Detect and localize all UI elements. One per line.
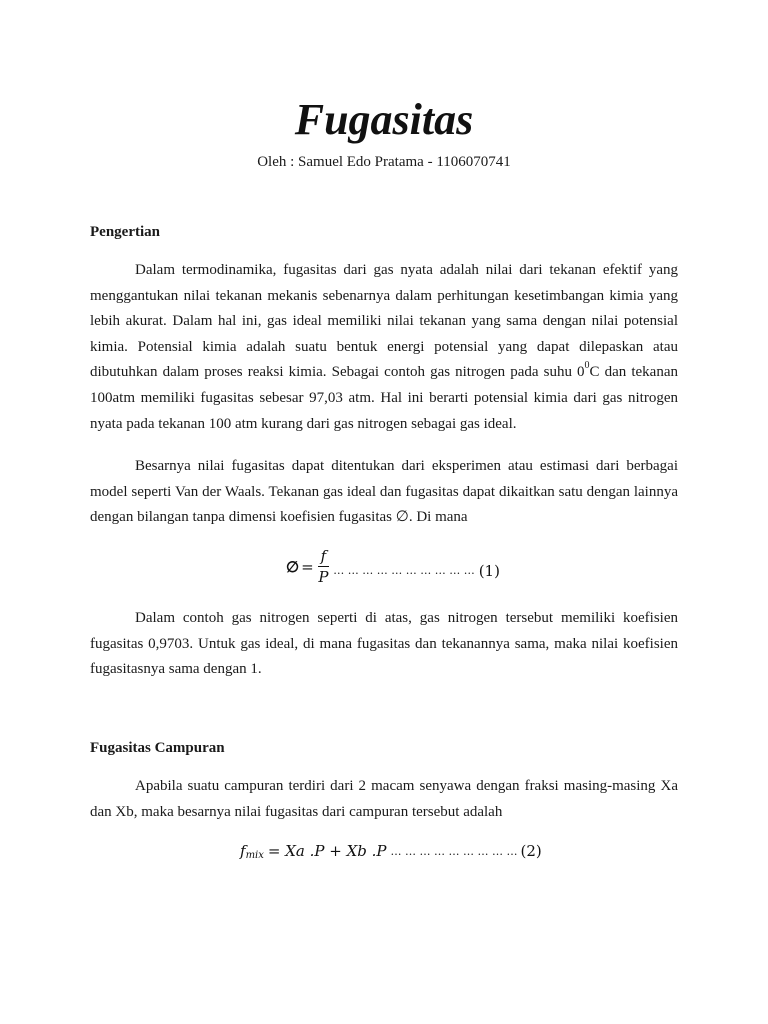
fraction-numerator: f <box>318 546 330 567</box>
paragraph-nitrogen-example <box>90 606 678 683</box>
paragraph-text: C dan tekanan 100atm memiliki fugasitas sebesar 97,03 atm. Hal ini berarti potensial kimia dari gas nitrogen nyata pada tekanan 100 atm kurang dari gas nitrogen sebagai gas ideal. <box>90 364 678 432</box>
equation-number: (1) <box>478 561 500 580</box>
equals-sign: = <box>301 557 314 576</box>
document-title: Fugasitas <box>294 95 474 144</box>
paragraph-mixture <box>90 774 678 825</box>
paragraph-text: Dalam contoh gas nitrogen seperti di atas, gas nitrogen tersebut memiliki koefisien fugasitas 0,9703. Untuk gas ideal, di mana fugasitas dan tekanannya sama, maka nilai koefisien fugasitasnya sama dengan 1. <box>90 610 678 678</box>
paragraph-text: Apabila suatu campuran terdiri dari 2 macam senyawa dengan fraksi masing-masing Xa dan Xb, maka besarnya nilai fugasitas dari campuran tersebut adalah <box>90 778 678 820</box>
f-symbol: f <box>240 842 246 860</box>
subscript-mix: mix <box>245 849 264 861</box>
equation-number: (2) <box>520 842 542 860</box>
equation-dots: … … … … … … … … … … <box>333 564 475 577</box>
section-heading-pengertian: Pengertian <box>90 224 160 240</box>
fraction <box>318 546 330 587</box>
paragraph-text: Besarnya nilai fugasitas dapat ditentukan dari eksperimen atau estimasi dari berbagai model seperti Van der Waals. Tekanan gas ideal dan fugasitas dapat dikaitkan satu dengan lainnya dengan bilangan tanpa dimensi koefisien fugasitas ∅. Di mana <box>90 458 678 526</box>
paragraph-fugacity-coefficient <box>90 454 678 531</box>
section-heading-fugasitas-campuran: Fugasitas Campuran <box>90 740 225 756</box>
phi-symbol: ∅ <box>286 557 300 576</box>
equation-rhs: = Xa .P + Xb .P <box>267 842 387 860</box>
paragraph-text: Dalam termodinamika, fugasitas dari gas nyata adalah nilai dari tekanan efektif yang menggantukan nilai tekanan mekanis sebenarnya dalam perhitungan kesetimbangan kimia yang lebih akurat. Dalam hal ini, gas ideal memiliki nilai tekanan yang sama dengan nilai potensial kimia. Potensial kimia adalah suatu bentuk energi potensial yang dapat dilepaskan atau dibutuhkan dalam proses reaksi kimia. Sebagai contoh gas nitrogen pada suhu 0 <box>90 262 678 381</box>
equation-dots: … … … … … … … … … <box>390 844 518 858</box>
paragraph-definition <box>90 258 678 437</box>
superscript: 0 <box>584 360 590 372</box>
equation-2 <box>240 842 542 860</box>
equation-1 <box>286 546 500 587</box>
author-line: Oleh : Samuel Edo Pratama - 1106070741 <box>257 154 511 170</box>
fraction-denominator: P <box>318 568 329 586</box>
